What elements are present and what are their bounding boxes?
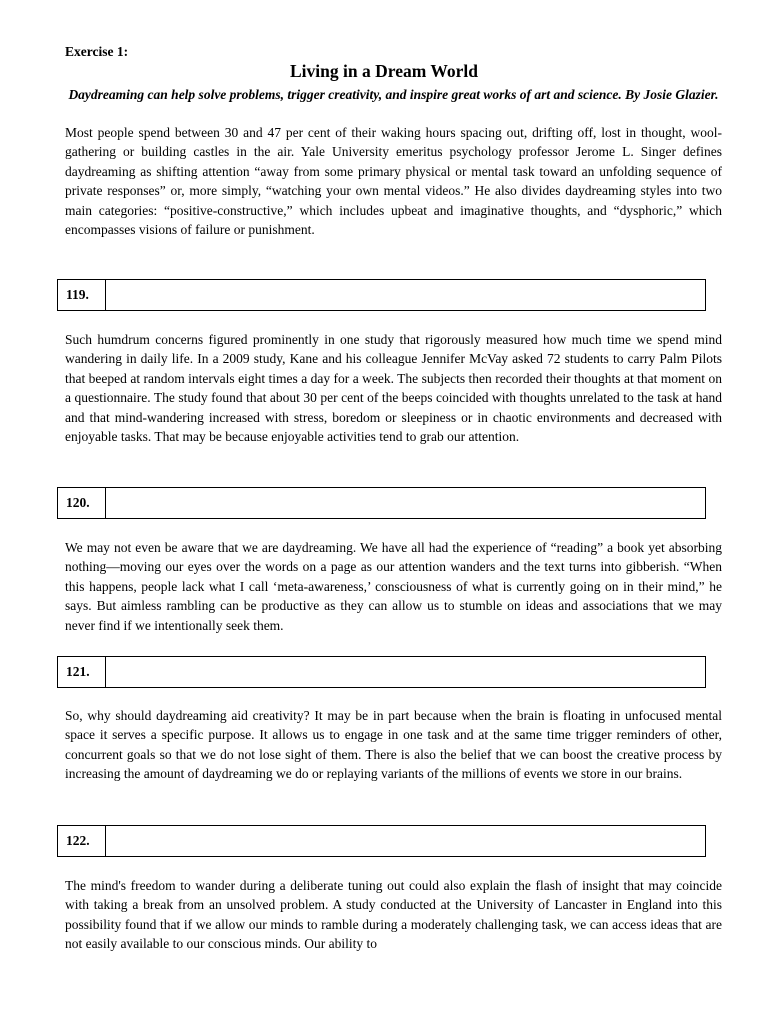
- exercise-label: Exercise 1:: [65, 44, 129, 59]
- answer-field[interactable]: [106, 826, 705, 856]
- paragraph-1: Most people spend between 30 and 47 per cent of their waking hours spacing out, drifting off, lost in thought, wool-gathering or building castles in the air. Yale University emeritus psychology professor Jerome L. Singer defines daydreaming as shifting attention “away from some primary physical or mental task toward an unfolding sequence of private responses” or, more simply, “watching your own mental videos.” He also divides daydreaming styles into two main categories: “positive-constructive,” which includes upbeat and imaginative thoughts, and “dysphoric,” which encompasses visions of failure or punishment.: [65, 125, 722, 238]
- paragraph-3: We may not even be aware that we are daydreaming. We have all had the experience of “reading” a book yet absorbing nothing—moving our eyes over the words on a page as our attention wanders and the text turns into gibberish. “When this happens, people lack what I call ‘meta-awareness,’ consciousness of what is currently going on in their mind,” he says. But aimless rambling can be productive as they can allow us to stumble on ideas and associations that we may never find if we intentionally seek them.: [65, 540, 722, 633]
- answer-field[interactable]: [106, 488, 705, 518]
- answer-box-120: [57, 487, 706, 519]
- paragraph-4: So, why should daydreaming aid creativity? It may be in part because when the brain is floating in unfocused mental space it serves a specific purpose. It allows us to engage in one task and at the same time trigger reminders of other, concurrent goals so that we do not lose sight of them. There is also the belief that we can boost the creative process by increasing the amount of daydreaming we do or replaying variants of the millions of events we store in our brains.: [65, 708, 722, 782]
- answer-number: 120.: [58, 488, 106, 518]
- paragraph-5: The mind's freedom to wander during a deliberate tuning out could also explain the flash of insight that may coincide with taking a break from an unsolved problem. A study conducted at the University of Lancaster in England into this possibility found that if we allow our minds to ramble during a moderately challenging task, we can access ideas that are not easily available to our conscious minds. Our ability to: [65, 878, 722, 952]
- answer-box-122: [57, 825, 706, 857]
- paragraph-2: Such humdrum concerns figured prominently in one study that rigorously measured how much time we spend mind wandering in daily life. In a 2009 study, Kane and his colleague Jennifer McVay asked 72 students to carry Palm Pilots that beeped at random intervals eight times a day for a week. The subjects then recorded their thoughts at that moment on a questionnaire. The study found that about 30 per cent of the beeps coincided with thoughts unrelated to the task at hand and that mind-wandering increased with stress, boredom or sleepiness or in chaotic environments and decreased with enjoyable tasks. That may be because enjoyable activities tend to grab our attention.: [65, 332, 722, 445]
- article-title: Living in a Dream World: [290, 61, 478, 81]
- answer-number: 121.: [58, 657, 106, 687]
- article-subtitle: Daydreaming can help solve problems, trigger creativity, and inspire great works of art and science. By Josie Glazier.: [68, 87, 719, 102]
- answer-box-121: [57, 656, 706, 688]
- answer-number: 122.: [58, 826, 106, 856]
- answer-field[interactable]: [106, 657, 705, 687]
- answer-box-119: [57, 279, 706, 311]
- answer-field[interactable]: [106, 280, 705, 310]
- answer-number: 119.: [58, 280, 106, 310]
